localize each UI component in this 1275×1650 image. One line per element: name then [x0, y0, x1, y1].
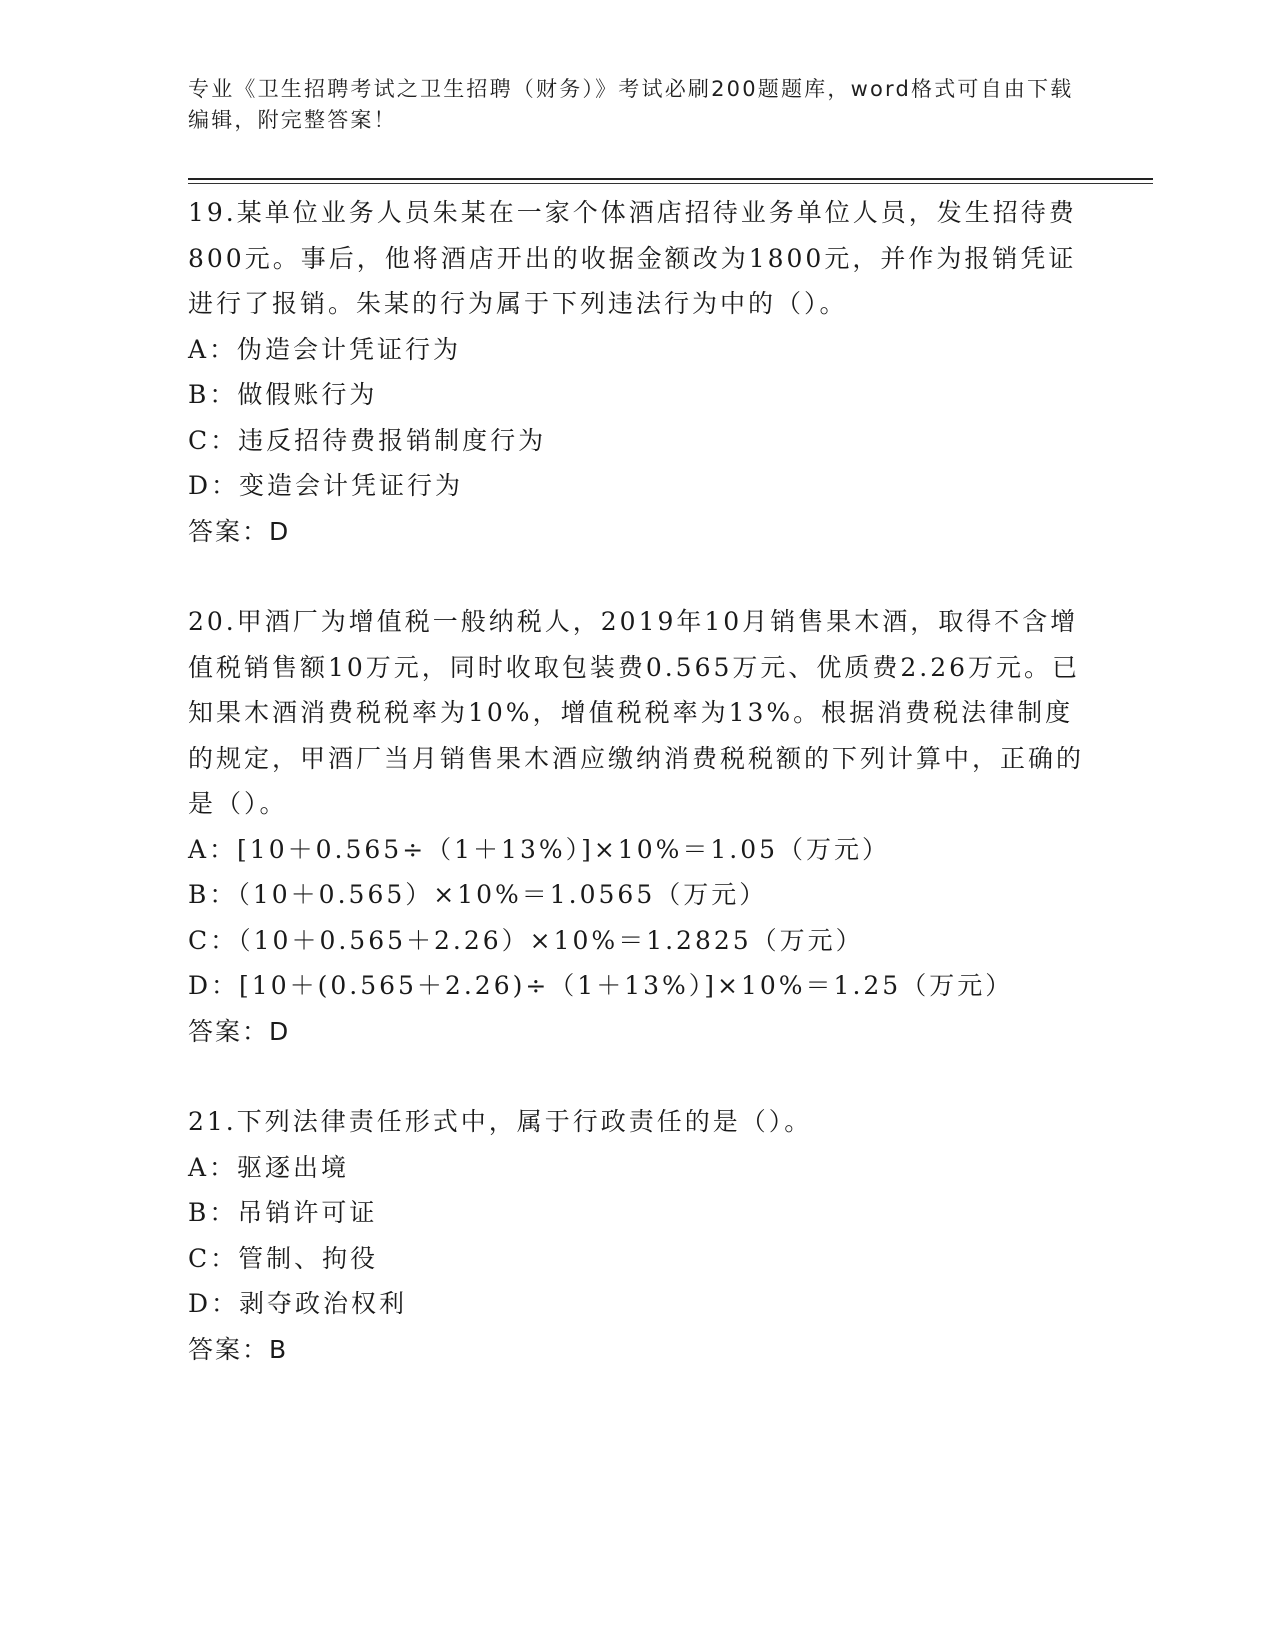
question-19 [188, 190, 1088, 554]
question-stem: 19.某单位业务人员朱某在一家个体酒店招待业务单位人员，发生招待费800元。事后，他将酒店开出的收据金额改为1800元，并作为报销凭证进行了报销。朱某的行为属于下列违法行为中的（）。 [188, 198, 1077, 318]
option-c: C：（10＋0.565＋2.26）×10%＝1.2825（万元） [188, 925, 864, 955]
answer-label: 答案：B [188, 1334, 289, 1364]
question-21 [188, 1099, 1088, 1372]
option-b: B：（10＋0.565）×10%＝1.0565（万元） [188, 880, 768, 909]
question-list [188, 190, 1088, 1372]
option-a: A：伪造会计凭证行为 [188, 334, 462, 364]
option-d: D：[10＋(0.565＋2.26)÷（1＋13%）]×10%＝1.25（万元） [188, 971, 1014, 1000]
answer-label: 答案：D [188, 1016, 291, 1046]
header-divider-thick [188, 178, 1153, 180]
header-divider-thin [188, 183, 1153, 184]
question-stem: 20.甲酒厂为增值税一般纳税人，2019年10月销售果木酒，取得不含增值税销售额10万元，同时收取包装费0.565万元、优质费2.26万元。已知果木酒消费税税率为10%，增值税税率为13%。根据消费税法律制度的规定，甲酒厂当月销售果木酒应缴纳消费税税额的下列计算中，正确的是（）。 [188, 607, 1085, 818]
answer-label: 答案：D [188, 516, 291, 546]
option-d: D：剥夺政治权利 [188, 1289, 408, 1318]
option-c: C：违反招待费报销制度行为 [188, 425, 547, 455]
document-header: 专业《卫生招聘考试之卫生招聘（财务）》考试必刷200题题库，word格式可自由下载编辑，附完整答案！ [188, 77, 1074, 132]
question-20 [188, 599, 1088, 1054]
question-stem: 21.下列法律责任形式中，属于行政责任的是（）。 [188, 1107, 813, 1136]
option-b: B：做假账行为 [188, 380, 378, 409]
option-d: D：变造会计凭证行为 [188, 471, 464, 500]
option-a: A：驱逐出境 [188, 1152, 350, 1182]
option-c: C：管制、拘役 [188, 1243, 379, 1273]
option-a: A：[10＋0.565÷（1＋13%）]×10%＝1.05（万元） [188, 834, 891, 864]
option-b: B：吊销许可证 [188, 1198, 378, 1227]
